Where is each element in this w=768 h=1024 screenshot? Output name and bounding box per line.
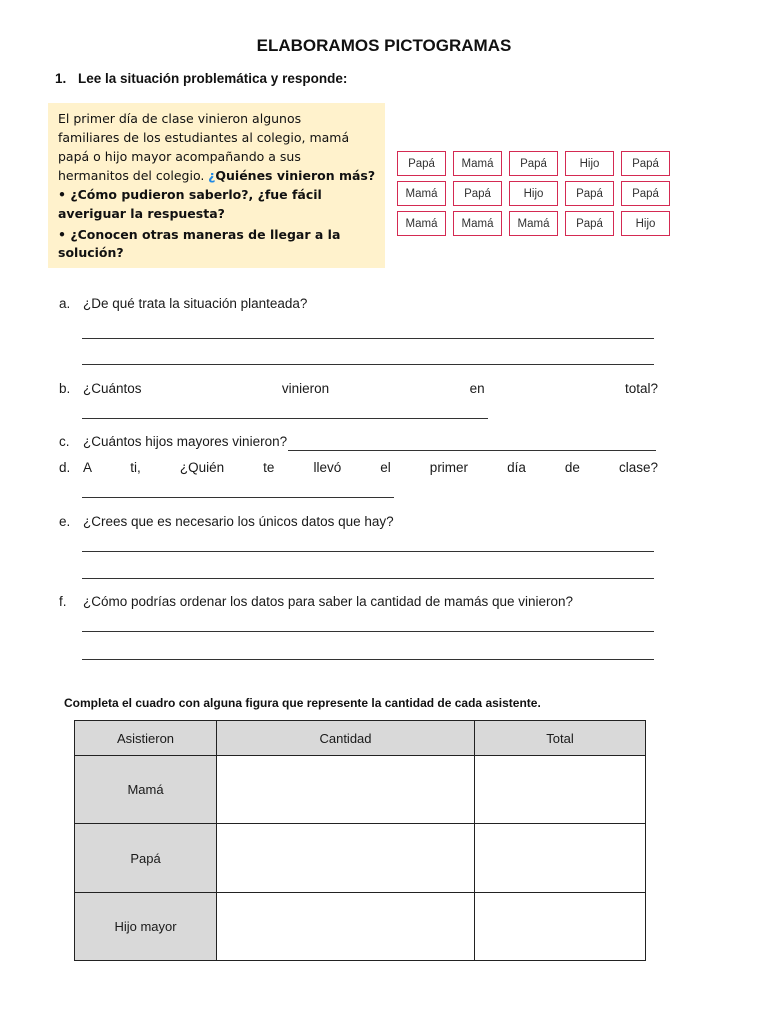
answer-line <box>82 631 654 632</box>
answer-line <box>82 659 654 660</box>
table-header-row <box>75 721 646 756</box>
situation-line-question <box>58 166 385 185</box>
pictogram-card: Mamá <box>453 211 502 236</box>
bullet-line: solución? <box>58 245 124 260</box>
header-quantity: Cantidad <box>217 721 475 756</box>
question-label: d. <box>59 460 71 475</box>
situation-bullet <box>58 226 385 262</box>
section-heading <box>55 70 347 88</box>
pictogram-card: Papá <box>453 181 502 206</box>
question-row <box>83 433 656 451</box>
bullet-line: • ¿Conocen otras maneras de llegar a la <box>58 227 341 242</box>
attendee-cell: Mamá <box>75 756 217 824</box>
header-total: Total <box>475 721 646 756</box>
table-row <box>75 824 646 893</box>
question-text: A ti, ¿Quién te llevó el primer día de clase? <box>83 460 658 475</box>
question-text: ¿Cuántos vinieron en total? <box>83 381 658 396</box>
question-text: ¿Cuántos hijos mayores vinieron? <box>83 434 288 449</box>
situation-line: familiares de los estudiantes al colegio, mamá <box>58 130 350 145</box>
question-f <box>59 593 659 611</box>
pictogram-card: Papá <box>565 211 614 236</box>
question-e <box>59 513 659 531</box>
situation-line: hermanitos del colegio. <box>58 168 205 183</box>
situation-line: papá o hijo mayor acompañando a sus <box>58 149 301 164</box>
answer-line <box>82 418 488 419</box>
question-label: b. <box>59 381 71 396</box>
question-b <box>59 380 659 398</box>
pictogram-card: Mamá <box>397 181 446 206</box>
header-attendees: Asistieron <box>75 721 217 756</box>
pictogram-card: Papá <box>397 151 446 176</box>
total-cell <box>475 893 646 961</box>
answer-line <box>288 437 656 451</box>
total-cell <box>475 824 646 893</box>
question-text: ¿De qué trata la situación planteada? <box>83 296 308 311</box>
question-mark: ¿ <box>208 168 216 183</box>
pictogram-card: Papá <box>565 181 614 206</box>
quantity-cell <box>217 824 475 893</box>
pictogram-card: Hijo <box>509 181 558 206</box>
pictogram-card: Papá <box>621 181 670 206</box>
table-row <box>75 893 646 961</box>
attendee-cell: Papá <box>75 824 217 893</box>
section-number: 1. <box>55 71 67 86</box>
pictogram-grid <box>397 151 670 236</box>
pictogram-card: Papá <box>509 151 558 176</box>
pictogram-card: Mamá <box>453 151 502 176</box>
quantity-cell <box>217 756 475 824</box>
question-label: f. <box>59 594 67 609</box>
total-cell <box>475 756 646 824</box>
pictogram-card: Hijo <box>565 151 614 176</box>
question-d <box>59 459 659 477</box>
pictogram-card: Mamá <box>397 211 446 236</box>
answer-line <box>82 578 654 579</box>
attendee-cell: Hijo mayor <box>75 893 217 961</box>
answer-line <box>82 364 654 365</box>
bullet-line: • ¿Cómo pudieron saberlo?, ¿fue fácil <box>58 187 322 202</box>
answer-line <box>82 497 394 498</box>
situation-box <box>48 103 385 268</box>
table-instruction: Completa el cuadro con alguna figura que represente la cantidad de cada asistente. <box>64 696 541 710</box>
pictogram-card: Papá <box>621 151 670 176</box>
page-title: ELABORAMOS PICTOGRAMAS <box>256 36 512 55</box>
question-a <box>59 295 659 313</box>
table-row <box>75 756 646 824</box>
quantity-cell <box>217 893 475 961</box>
bullet-line: averiguar la respuesta? <box>58 206 225 221</box>
situation-question: Quiénes vinieron más? <box>215 168 376 183</box>
situation-line: El primer día de clase vinieron algunos <box>58 111 302 126</box>
pictogram-card: Hijo <box>621 211 670 236</box>
answer-line <box>82 338 654 339</box>
pictogram-card: Mamá <box>509 211 558 236</box>
question-label: e. <box>59 514 71 529</box>
answer-line <box>82 551 654 552</box>
attendance-table <box>74 720 646 961</box>
question-c <box>59 433 659 451</box>
situation-bullet <box>58 185 385 223</box>
section-heading-text: Lee la situación problemática y responde: <box>78 71 348 86</box>
question-text: ¿Cómo podrías ordenar los datos para saber la cantidad de mamás que vinieron? <box>83 594 574 609</box>
question-label: a. <box>59 296 71 311</box>
question-text: ¿Crees que es necesario los únicos datos que hay? <box>83 514 394 529</box>
question-label: c. <box>59 434 70 449</box>
